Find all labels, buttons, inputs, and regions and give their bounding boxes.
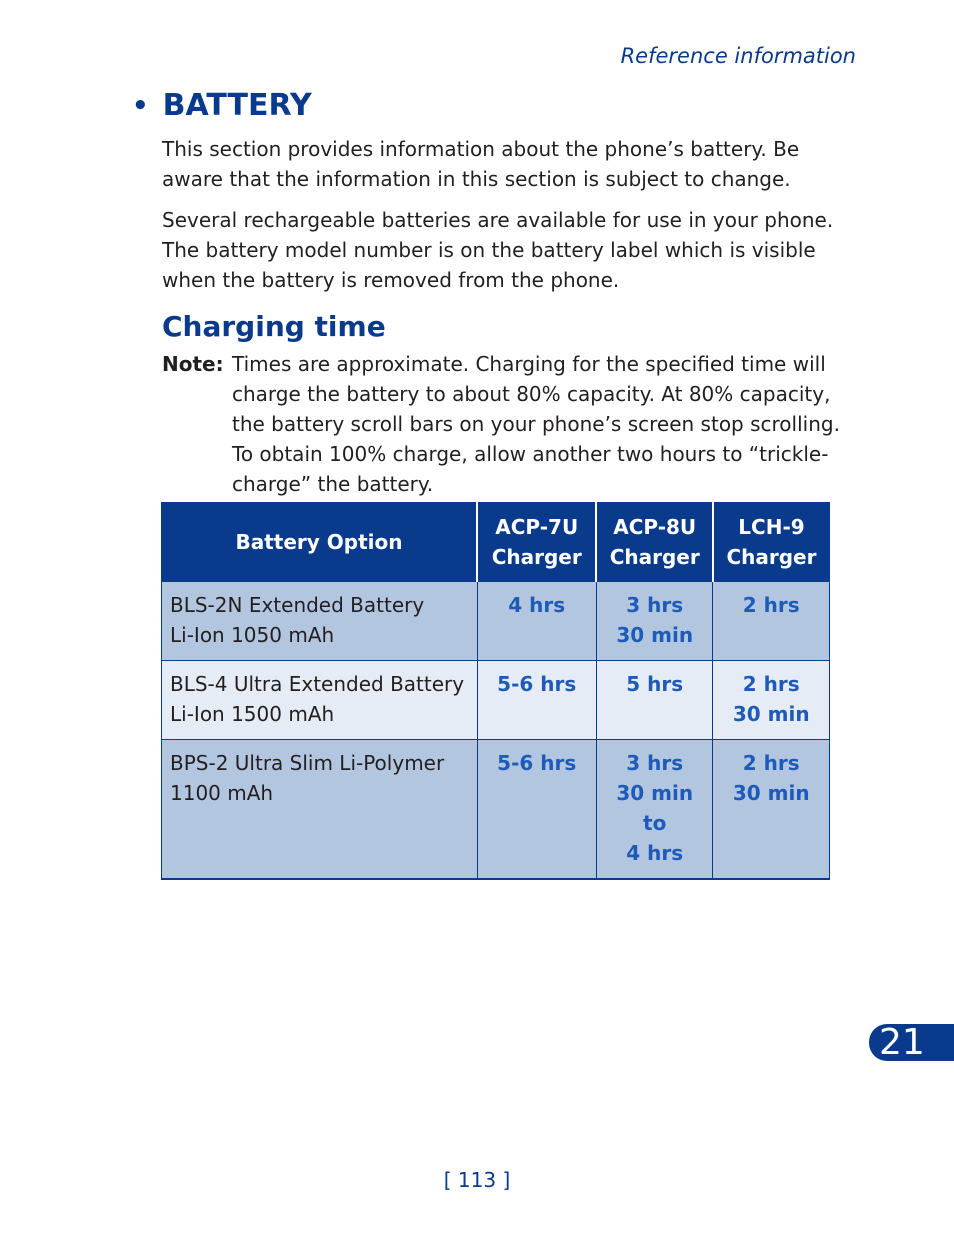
time-value: 30 min — [732, 702, 810, 726]
time-value: 5-6 hrs — [497, 751, 577, 775]
table-row — [162, 661, 830, 740]
time-value: 3 hrs — [626, 751, 684, 775]
header-acp7u — [477, 503, 596, 582]
acp7u-time-cell — [477, 582, 596, 661]
time-value: 3 hrs — [626, 593, 684, 617]
header-acp7u-model: ACP-7U — [495, 515, 579, 539]
battery-option-cell — [162, 661, 478, 740]
acp8u-time-cell — [596, 661, 713, 740]
time-value: 2 hrs — [742, 672, 800, 696]
battery-model: BLS-2N Extended Battery — [170, 593, 425, 617]
time-value: 2 hrs — [742, 593, 800, 617]
table-header-row — [162, 503, 830, 582]
acp8u-time-cell — [596, 740, 713, 880]
header-acp8u — [596, 503, 713, 582]
section-title: BATTERY — [162, 88, 312, 123]
time-value: 5-6 hrs — [497, 672, 577, 696]
acp8u-time-cell — [596, 582, 713, 661]
battery-capacity: Li-Ion 1500 mAh — [170, 702, 335, 726]
acp7u-time-cell — [477, 740, 596, 880]
section-heading — [132, 88, 312, 123]
time-value: 5 hrs — [626, 672, 684, 696]
header-battery-option: Battery Option — [162, 503, 478, 582]
time-value: to — [643, 811, 667, 835]
note — [162, 349, 862, 499]
page-number: [ 113 ] — [443, 1168, 511, 1192]
time-value: 4 hrs — [626, 841, 684, 865]
time-value: 30 min — [616, 623, 694, 647]
bullet-icon: • — [132, 90, 149, 121]
lch9-time-cell — [713, 661, 830, 740]
charging-time-table — [161, 502, 830, 880]
time-value: 30 min — [732, 781, 810, 805]
battery-option-cell — [162, 582, 478, 661]
header-acp8u-model: ACP-8U — [613, 515, 697, 539]
subsection-title: Charging time — [162, 310, 386, 343]
time-value: 2 hrs — [742, 751, 800, 775]
header-lch9 — [713, 503, 830, 582]
battery-model: BLS-4 Ultra Extended Battery — [170, 672, 465, 696]
lch9-time-cell — [713, 582, 830, 661]
table-row — [162, 740, 830, 880]
battery-capacity: Li-Ion 1050 mAh — [170, 623, 335, 647]
battery-model: BPS-2 Ultra Slim Li-Polymer — [170, 751, 445, 775]
note-text: Times are approximate. Charging for the specified time will charge the battery to about 80% capacity. At 80% capacity, the battery scroll bars on your phone’s screen stop scrolling. To obtain 100% charge, allow another two hours to “trickle-charge” the battery. — [232, 352, 840, 496]
battery-paragraph: Several rechargeable batteries are available for use in your phone. The battery model number is on the battery label which is visible when the battery is removed from the phone. — [162, 208, 834, 292]
note-label: Note: — [162, 352, 224, 376]
chapter-tab: 21 — [869, 1024, 954, 1061]
lch9-time-cell — [713, 740, 830, 880]
time-value: 30 min — [616, 781, 694, 805]
header-acp7u-label: Charger — [491, 545, 582, 569]
battery-option-cell — [162, 740, 478, 880]
battery-capacity: 1100 mAh — [170, 781, 274, 805]
header-acp8u-label: Charger — [609, 545, 700, 569]
acp7u-time-cell — [477, 661, 596, 740]
header-lch9-model: LCH-9 — [738, 515, 805, 539]
intro-paragraph: This section provides information about the phone’s battery. Be aware that the information in this section is subject to change. — [162, 137, 800, 191]
table-row — [162, 582, 830, 661]
header-lch9-label: Charger — [726, 545, 817, 569]
time-value: 4 hrs — [508, 593, 566, 617]
running-head: Reference information — [620, 44, 856, 68]
